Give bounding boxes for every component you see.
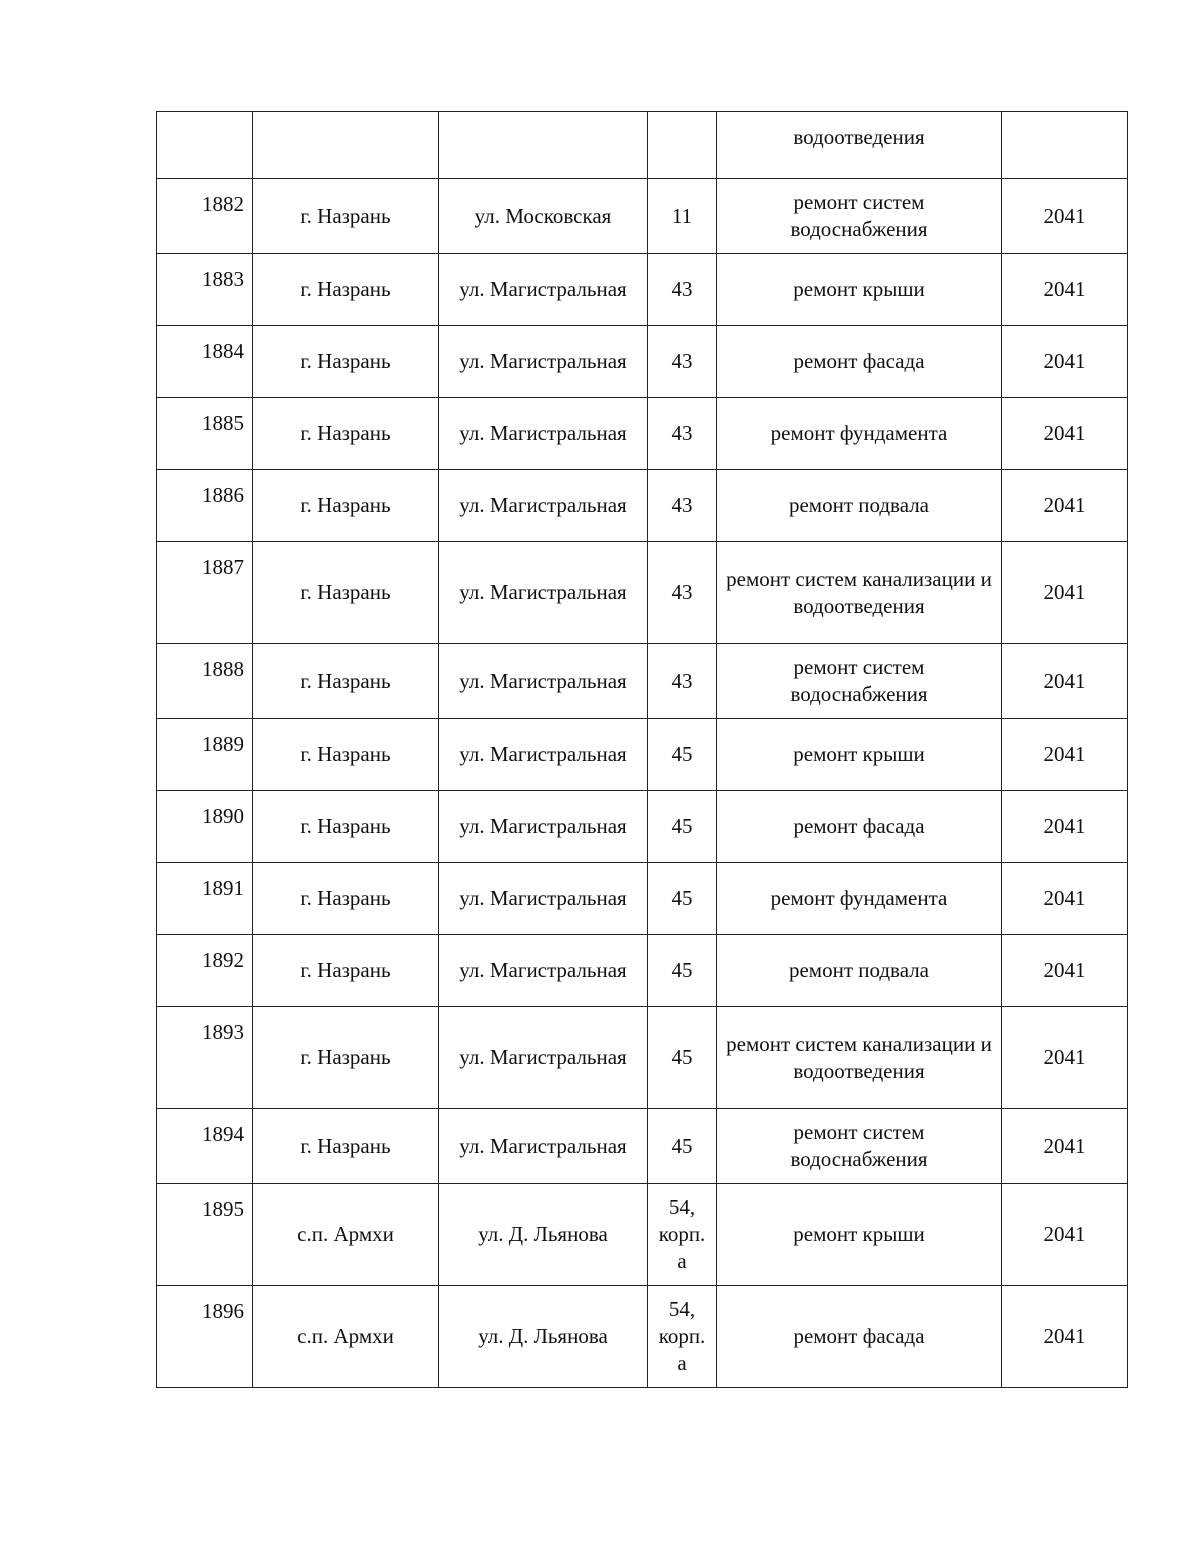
year-cell: 2041 <box>1002 1184 1128 1286</box>
table-row <box>157 644 1128 719</box>
settlement-cell: г. Назрань <box>253 644 439 719</box>
table-row <box>157 1286 1128 1388</box>
settlement-cell: г. Назрань <box>253 542 439 644</box>
work-type-cell: ремонт фундамента <box>717 398 1002 470</box>
table-row <box>157 1109 1128 1184</box>
repair-schedule-table <box>156 111 1128 1388</box>
house-number-cell: 54, корп. а <box>648 1286 717 1388</box>
street-cell: ул. Магистральная <box>439 542 648 644</box>
work-type-cell: ремонт подвала <box>717 470 1002 542</box>
row-number-cell <box>157 112 253 179</box>
work-type-cell: водоотведения <box>717 112 1002 179</box>
house-number-cell: 54, корп. а <box>648 1184 717 1286</box>
year-cell: 2041 <box>1002 542 1128 644</box>
year-cell: 2041 <box>1002 935 1128 1007</box>
row-number-cell: 1892 <box>157 935 253 1007</box>
year-cell: 2041 <box>1002 644 1128 719</box>
row-number-cell: 1886 <box>157 470 253 542</box>
year-cell: 2041 <box>1002 326 1128 398</box>
table-row <box>157 863 1128 935</box>
work-type-cell: ремонт крыши <box>717 1184 1002 1286</box>
table-row <box>157 470 1128 542</box>
row-number-cell: 1888 <box>157 644 253 719</box>
settlement-cell <box>253 112 439 179</box>
row-number-cell: 1887 <box>157 542 253 644</box>
table-row <box>157 398 1128 470</box>
year-cell: 2041 <box>1002 863 1128 935</box>
work-type-cell: ремонт систем водоснабжения <box>717 179 1002 254</box>
house-number-cell: 43 <box>648 326 717 398</box>
street-cell <box>439 112 648 179</box>
work-type-cell: ремонт фасада <box>717 326 1002 398</box>
row-number-cell: 1891 <box>157 863 253 935</box>
settlement-cell: г. Назрань <box>253 1007 439 1109</box>
settlement-cell: г. Назрань <box>253 719 439 791</box>
table-row <box>157 719 1128 791</box>
year-cell: 2041 <box>1002 1007 1128 1109</box>
table-row <box>157 112 1128 179</box>
work-type-cell: ремонт систем канализации и водоотведения <box>717 1007 1002 1109</box>
street-cell: ул. Магистральная <box>439 863 648 935</box>
table-row <box>157 326 1128 398</box>
table-row <box>157 935 1128 1007</box>
work-type-cell: ремонт систем канализации и водоотведения <box>717 542 1002 644</box>
street-cell: ул. Магистральная <box>439 1109 648 1184</box>
house-number-cell: 45 <box>648 1109 717 1184</box>
settlement-cell: г. Назрань <box>253 179 439 254</box>
table-row <box>157 1007 1128 1109</box>
row-number-cell: 1895 <box>157 1184 253 1286</box>
house-number-cell: 43 <box>648 470 717 542</box>
street-cell: ул. Московская <box>439 179 648 254</box>
street-cell: ул. Магистральная <box>439 470 648 542</box>
table-row <box>157 542 1128 644</box>
settlement-cell: г. Назрань <box>253 470 439 542</box>
house-number-cell: 45 <box>648 935 717 1007</box>
row-number-cell: 1882 <box>157 179 253 254</box>
house-number-cell: 45 <box>648 791 717 863</box>
year-cell: 2041 <box>1002 398 1128 470</box>
table-row <box>157 179 1128 254</box>
work-type-cell: ремонт фасада <box>717 1286 1002 1388</box>
year-cell: 2041 <box>1002 254 1128 326</box>
street-cell: ул. Магистральная <box>439 398 648 470</box>
row-number-cell: 1890 <box>157 791 253 863</box>
house-number-cell <box>648 112 717 179</box>
work-type-cell: ремонт крыши <box>717 719 1002 791</box>
table-body <box>157 112 1128 1388</box>
settlement-cell: г. Назрань <box>253 791 439 863</box>
house-number-cell: 45 <box>648 863 717 935</box>
settlement-cell: г. Назрань <box>253 863 439 935</box>
row-number-cell: 1885 <box>157 398 253 470</box>
street-cell: ул. Д. Льянова <box>439 1286 648 1388</box>
year-cell: 2041 <box>1002 1286 1128 1388</box>
work-type-cell: ремонт фасада <box>717 791 1002 863</box>
street-cell: ул. Д. Льянова <box>439 1184 648 1286</box>
row-number-cell: 1883 <box>157 254 253 326</box>
work-type-cell: ремонт систем водоснабжения <box>717 644 1002 719</box>
settlement-cell: г. Назрань <box>253 398 439 470</box>
house-number-cell: 43 <box>648 398 717 470</box>
street-cell: ул. Магистральная <box>439 935 648 1007</box>
year-cell <box>1002 112 1128 179</box>
work-type-cell: ремонт крыши <box>717 254 1002 326</box>
year-cell: 2041 <box>1002 1109 1128 1184</box>
settlement-cell: г. Назрань <box>253 254 439 326</box>
work-type-cell: ремонт систем водоснабжения <box>717 1109 1002 1184</box>
table-row <box>157 791 1128 863</box>
year-cell: 2041 <box>1002 719 1128 791</box>
work-type-cell: ремонт фундамента <box>717 863 1002 935</box>
row-number-cell: 1894 <box>157 1109 253 1184</box>
row-number-cell: 1896 <box>157 1286 253 1388</box>
table-row <box>157 254 1128 326</box>
street-cell: ул. Магистральная <box>439 644 648 719</box>
house-number-cell: 43 <box>648 542 717 644</box>
street-cell: ул. Магистральная <box>439 719 648 791</box>
table-row <box>157 1184 1128 1286</box>
work-type-cell: ремонт подвала <box>717 935 1002 1007</box>
settlement-cell: с.п. Армхи <box>253 1184 439 1286</box>
settlement-cell: г. Назрань <box>253 1109 439 1184</box>
house-number-cell: 43 <box>648 254 717 326</box>
year-cell: 2041 <box>1002 470 1128 542</box>
settlement-cell: г. Назрань <box>253 326 439 398</box>
street-cell: ул. Магистральная <box>439 1007 648 1109</box>
row-number-cell: 1884 <box>157 326 253 398</box>
year-cell: 2041 <box>1002 179 1128 254</box>
year-cell: 2041 <box>1002 791 1128 863</box>
street-cell: ул. Магистральная <box>439 326 648 398</box>
house-number-cell: 45 <box>648 719 717 791</box>
street-cell: ул. Магистральная <box>439 791 648 863</box>
street-cell: ул. Магистральная <box>439 254 648 326</box>
house-number-cell: 11 <box>648 179 717 254</box>
row-number-cell: 1893 <box>157 1007 253 1109</box>
house-number-cell: 43 <box>648 644 717 719</box>
settlement-cell: с.п. Армхи <box>253 1286 439 1388</box>
house-number-cell: 45 <box>648 1007 717 1109</box>
row-number-cell: 1889 <box>157 719 253 791</box>
settlement-cell: г. Назрань <box>253 935 439 1007</box>
